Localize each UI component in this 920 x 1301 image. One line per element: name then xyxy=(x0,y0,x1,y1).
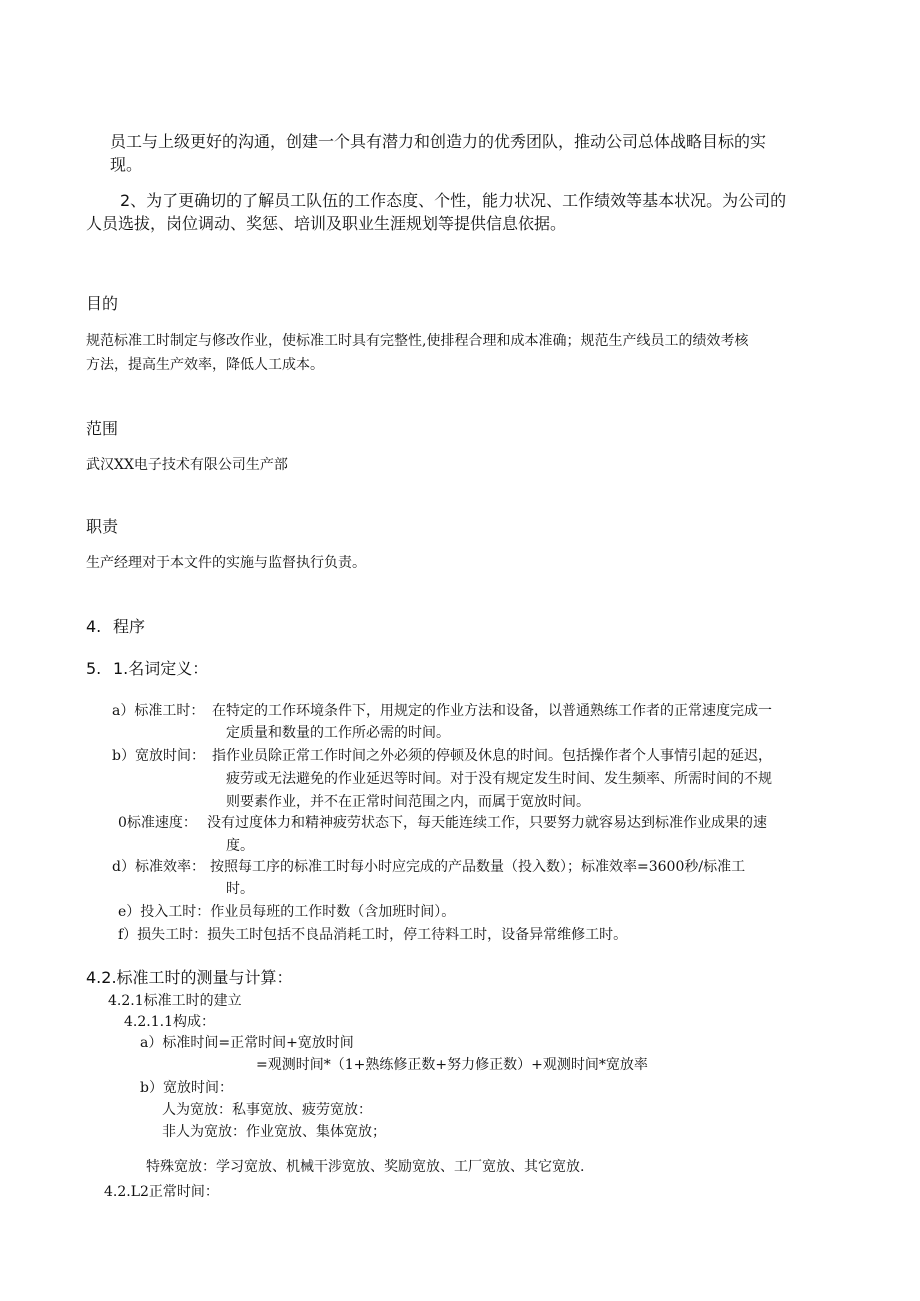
duty-text: 生产经理对于本文件的实施与监督执行负责。 xyxy=(86,555,366,571)
definition-b-line-3: 则要素作业，并不在正常时间范围之内，而属于宽放时间。 xyxy=(226,794,590,810)
definition-d-line-2: 时。 xyxy=(226,881,254,897)
definition-a-line-1: 在特定的工作环境条件下，用规定的作业方法和设备，以普通熟练工作者的正常速度完成一 xyxy=(212,703,772,719)
intro-line-1: 员工与上级更好的沟通，创建一个具有潜力和创造力的优秀团队，推动公司总体战略目标的实 xyxy=(110,132,767,151)
definition-c-line-1: 没有过度体力和精神疲劳状态下，每天能连续工作，只要努力就容易达到标准作业成果的速 xyxy=(207,815,767,831)
definition-e: e）投入工时：作业员每班的工作时数（含加班时间）。 xyxy=(118,904,456,920)
section-4-2-1-2: 4.2.L2正常时间： xyxy=(104,1184,219,1200)
intro-paragraph-2-line-2: 人员选拔，岗位调动、奖惩、培训及职业生涯规划等提供信息依据。 xyxy=(86,214,567,233)
definition-a-label: a）标准工时： xyxy=(112,703,205,719)
definition-b-line-2: 疲劳或无法避免的作业延迟等时间。对于没有规定发生时间、发生频率、所需时间的不规 xyxy=(226,771,772,787)
allowance-non-human: 非人为宽放：作业宽放、集体宽放； xyxy=(162,1124,386,1140)
procedure-number: 4. xyxy=(86,617,102,636)
purpose-heading: 目的 xyxy=(86,294,119,313)
definition-d-line-1: 按照每工序的标准工时每小时应完成的产品数量（投入数）；标准效率=3600秒/标准工 xyxy=(210,859,746,875)
scope-heading: 范围 xyxy=(86,419,119,438)
purpose-text-line-2: 方法，提高生产效率，降低人工成本。 xyxy=(86,357,324,373)
definition-a-line-2: 定质量和数量的工作所必需的时间。 xyxy=(226,725,450,741)
intro-paragraph-2-line-1: 2、为了更确切的了解员工队伍的工作态度、个性，能力状况、工作绩效等基本状况。为公司的 xyxy=(120,191,787,210)
intro-line-1-cont: 现。 xyxy=(110,155,143,174)
section-4-2-1-1: 4.2.1.1构成： xyxy=(124,1014,215,1030)
definition-c-line-2: 度。 xyxy=(226,838,254,854)
section-4-2-1: 4.2.1标准工时的建立 xyxy=(108,993,242,1009)
definitions-number: 5. xyxy=(86,659,102,678)
procedure-heading: 程序 xyxy=(113,617,146,636)
definitions-heading: 1.名词定义： xyxy=(113,659,209,678)
purpose-text-line-1: 规范标准工时制定与修改作业，使标准工时具有完整性,使排程合理和成本准确；规范生产线员工的绩效考核 xyxy=(86,333,749,349)
allowance-special: 特殊宽放：学习宽放、机械干涉宽放、奖励宽放、工厂宽放、其它宽放. xyxy=(146,1159,585,1175)
section-4-2-heading: 4.2.标准工时的测量与计算： xyxy=(86,968,293,987)
definition-d-label: d）标准效率： xyxy=(112,859,205,875)
definition-b-label: b）宽放时间： xyxy=(112,748,205,764)
definition-f: f）损失工时：损失工时包括不良品消耗工时，停工待料工时，设备异常维修工时。 xyxy=(118,927,628,943)
definition-c-label: 0标准速度： xyxy=(118,815,197,831)
duty-heading: 职责 xyxy=(86,517,119,536)
formula-line-1: a）标准时间=正常时间+宽放时间 xyxy=(140,1035,354,1051)
scope-text: 武汉XX电子技术有限公司生产部 xyxy=(86,457,288,473)
allowance-label: b）宽放时间： xyxy=(140,1080,233,1096)
formula-line-2: =观测时间*（1+熟练修正数+努力修正数）+观测时间*宽放率 xyxy=(256,1057,648,1073)
allowance-human: 人为宽放：私事宽放、疲劳宽放： xyxy=(162,1102,372,1118)
definition-b-line-1: 指作业员除正常工作时间之外必须的停顿及休息的时间。包括操作者个人事情引起的延迟， xyxy=(212,748,772,764)
